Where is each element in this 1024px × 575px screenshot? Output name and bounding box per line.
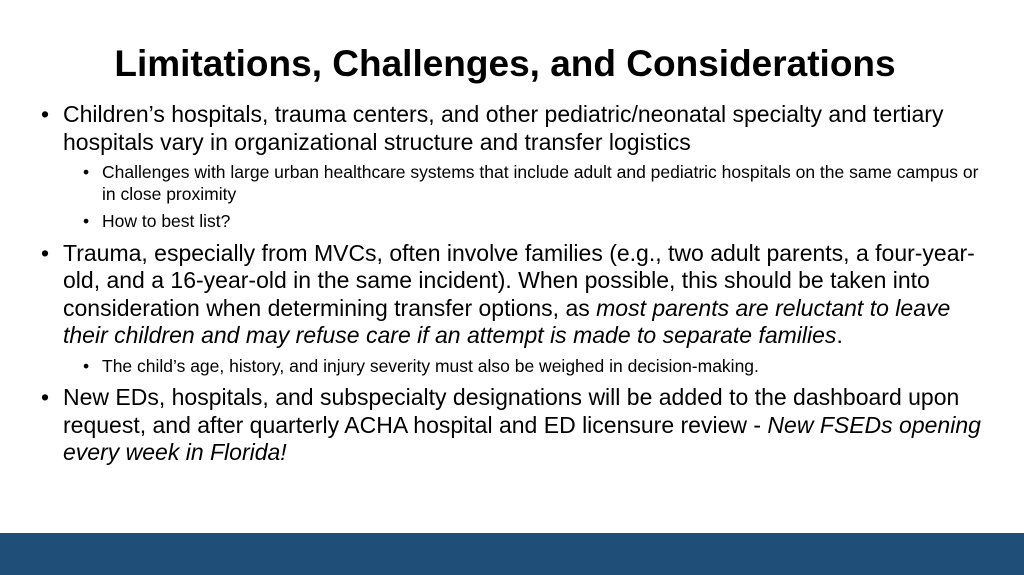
bullet-emphasis: New FSEDs opening every week in Florida! <box>63 411 981 465</box>
sub-bullet-list <box>63 162 988 233</box>
sub-bullet-item: • The child’s age, history, and injury severity must also be weighed in decision-making. <box>63 356 988 378</box>
sub-bullet-item: • How to best list? <box>63 211 988 233</box>
bullet-tail: . <box>836 322 843 348</box>
sub-bullet-item: • Challenges with large urban healthcare systems that include adult and pediatric hospitals on the same campus or in close proximity <box>63 162 988 205</box>
bullet-text: Trauma, especially from MVCs, often involve families (e.g., two adult parents, a four-year-old, and a 16-year-old in the same incident). When possible, this should be taken into consideration when determining transfer options, as <box>63 239 975 321</box>
bullet-text: New EDs, hospitals, and subspecialty designations will be added to the dashboard upon request, and after quarterly ACHA hospital and ED licensure review - <box>63 384 960 438</box>
bullet-item-hospitals <box>38 101 988 233</box>
bullet-text: Children’s hospitals, trauma centers, and other pediatric/neonatal specialty and tertiary hospitals vary in organizational structure and transfer logistics <box>63 101 944 155</box>
footer-bar <box>0 533 1024 575</box>
bullet-item-trauma <box>38 240 988 378</box>
bullet-emphasis: most parents are reluctant to leave their children and may refuse care if an attempt is made to separate families <box>63 294 951 348</box>
slide-title: Limitations, Challenges, and Considerations <box>114 43 896 84</box>
bullet-list <box>38 101 988 467</box>
slide-body <box>38 101 988 474</box>
sub-bullet-list <box>63 356 988 378</box>
bullet-item-new-eds <box>38 384 988 467</box>
